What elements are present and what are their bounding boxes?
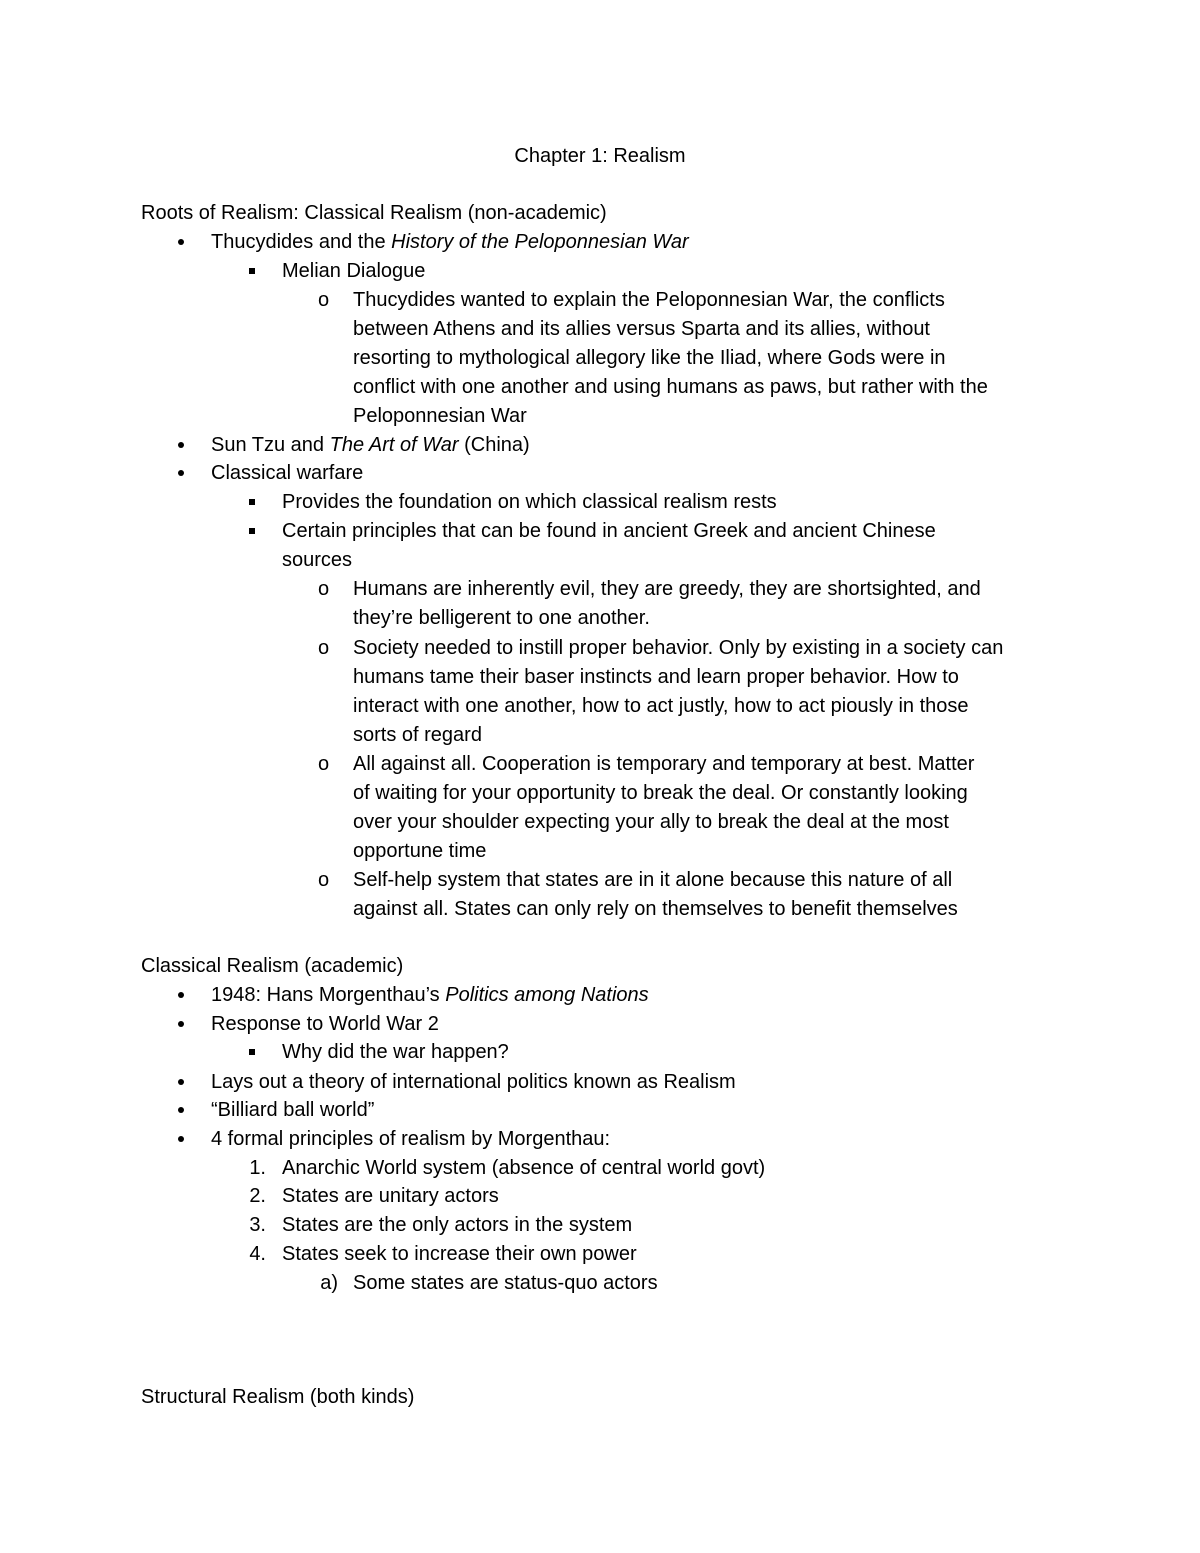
item-line: over your shoulder expecting your ally to break the deal at the most: [353, 811, 949, 833]
list-item: [211, 228, 689, 257]
item-italic-text: Politics among Nations: [445, 984, 649, 1006]
bullet-square: [249, 268, 255, 274]
bullet-circle: o: [318, 289, 330, 311]
list-number: 3.: [249, 1214, 266, 1236]
item-line: against all. States can only rely on themselves to benefit themselves: [353, 898, 958, 920]
item-line: Certain principles that can be found in ancient Greek and ancient Chinese: [282, 520, 936, 542]
bullet-dot: [178, 470, 184, 476]
section-heading-classical-academic: Classical Realism (academic): [141, 955, 404, 977]
list-item: Why did the war happen?: [282, 1041, 509, 1063]
bullet-circle: o: [318, 578, 330, 600]
bullet-dot: [178, 1079, 184, 1085]
item-line: sources: [282, 549, 353, 571]
bullet-square: [249, 499, 255, 505]
lettered-item: Some states are status-quo actors: [353, 1272, 658, 1294]
list-item: “Billiard ball world”: [211, 1099, 375, 1121]
item-text: Thucydides and the: [211, 231, 392, 253]
item-text: (China): [458, 434, 530, 456]
item-line: Society needed to instill proper behavior. Only by existing in a society can: [353, 637, 1004, 659]
list-number: 1.: [249, 1157, 266, 1179]
item-line: sorts of regard: [353, 724, 482, 746]
list-item: [353, 575, 981, 633]
item-line: Self-help system that states are in it alone because this nature of all: [353, 869, 953, 891]
list-item: [211, 981, 649, 1010]
bullet-circle: o: [318, 637, 330, 659]
page-title: Chapter 1: Realism: [514, 145, 686, 167]
list-item: Provides the foundation on which classical realism rests: [282, 491, 777, 513]
item-italic-text: The Art of War: [329, 434, 459, 456]
section-heading-structural: Structural Realism (both kinds): [141, 1386, 415, 1408]
item-line: resorting to mythological allegory like the Iliad, where Gods were in: [353, 347, 946, 369]
item-text: 1948: Hans Morgenthau’s: [211, 984, 446, 1006]
item-line: between Athens and its allies versus Sparta and its allies, without: [353, 318, 930, 340]
list-item: [353, 866, 958, 924]
item-line: opportune time: [353, 840, 487, 862]
bullet-dot: [178, 442, 184, 448]
item-line: of waiting for your opportunity to break the deal. Or constantly looking: [353, 782, 968, 804]
numbered-item: States are unitary actors: [282, 1185, 499, 1207]
item-line: All against all. Cooperation is temporary and temporary at best. Matter: [353, 753, 975, 775]
bullet-circle: o: [318, 753, 330, 775]
list-item: Melian Dialogue: [282, 260, 426, 282]
item-line: they’re belligerent to one another.: [353, 607, 650, 629]
item-line: interact with one another, how to act justly, how to act piously in those: [353, 695, 969, 717]
numbered-item: States seek to increase their own power: [282, 1243, 637, 1265]
section-heading-roots: Roots of Realism: Classical Realism (non-academic): [141, 202, 607, 224]
list-letter: a): [320, 1272, 338, 1294]
bullet-dot: [178, 239, 184, 245]
item-line: Thucydides wanted to explain the Peloponnesian War, the conflicts: [353, 289, 945, 311]
bullet-dot: [178, 1021, 184, 1027]
bullet-square: [249, 528, 255, 534]
bullet-dot: [178, 1107, 184, 1113]
item-italic-text: History of the Peloponnesian War: [391, 231, 689, 253]
list-item: [353, 286, 988, 431]
list-item: [353, 750, 974, 866]
bullet-dot: [178, 1136, 184, 1142]
list-item: 4 formal principles of realism by Morgenthau:: [211, 1128, 611, 1150]
list-item: [282, 517, 936, 575]
bullet-circle: o: [318, 869, 330, 891]
list-item: [353, 634, 1003, 750]
item-line: Humans are inherently evil, they are greedy, they are shortsighted, and: [353, 578, 981, 600]
list-number: 4.: [249, 1243, 266, 1265]
bullet-square: [249, 1049, 255, 1055]
list-item: Classical warfare: [211, 462, 364, 484]
numbered-item: Anarchic World system (absence of central world govt): [282, 1157, 766, 1179]
item-line: humans tame their baser instincts and learn proper behavior. How to: [353, 666, 959, 688]
list-item: Lays out a theory of international politics known as Realism: [211, 1071, 736, 1093]
bullet-dot: [178, 992, 184, 998]
list-number: 2.: [249, 1185, 266, 1207]
item-text: Sun Tzu and: [211, 434, 330, 456]
list-item: [211, 431, 530, 460]
item-line: conflict with one another and using humans as paws, but rather with the: [353, 376, 988, 398]
numbered-item: States are the only actors in the system: [282, 1214, 633, 1236]
list-item: Response to World War 2: [211, 1013, 439, 1035]
item-line: Peloponnesian War: [353, 405, 527, 427]
